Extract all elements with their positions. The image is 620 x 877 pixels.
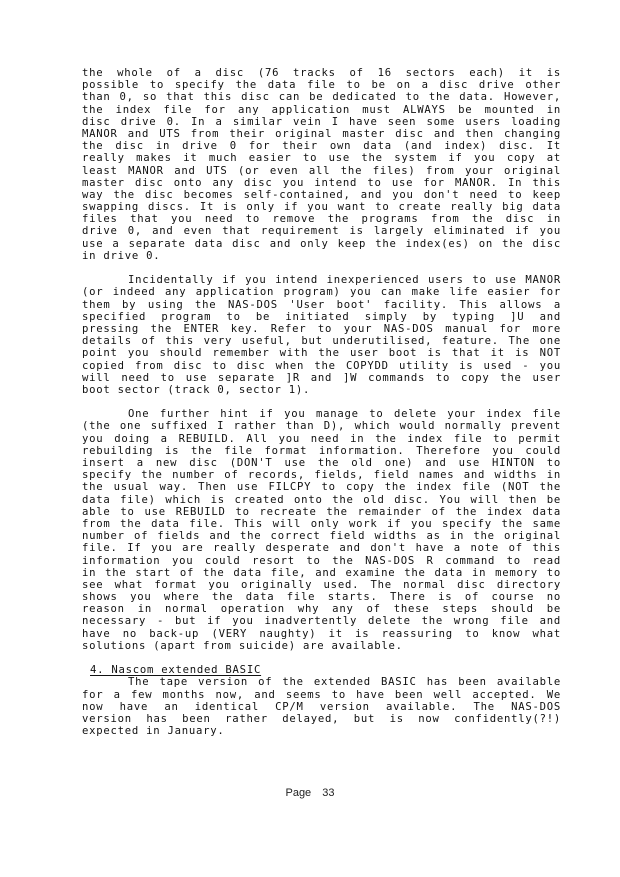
text-line: you doing a REBUILD. All you need in the index file to permit [82, 432, 561, 445]
text-line: really makes it much easier to use the system if you copy at [82, 152, 561, 165]
text-line: them by using the NAS-DOS 'User boot' facility. This allows a [82, 298, 561, 311]
text-line: for a few months now, and seems to have been well accepted. We [82, 688, 561, 701]
text-line: the disc in drive 0 for their own data (and index) disc. It [82, 140, 561, 153]
text-line: necessary - but if you inadvertently delete the wrong file and [82, 615, 561, 628]
paragraph-user-boot [82, 274, 561, 396]
text-line: the index file for any application must ALWAYS be mounted in [82, 103, 561, 116]
text-line: the usual way. Then use FILCPY to copy the index file (NOT the [82, 481, 561, 494]
text-line: boot sector (track 0, sector 1). [82, 383, 311, 396]
section-heading: 4. Nascom extended BASIC [90, 664, 262, 677]
text-line: specify the number of records, fields, field names and widths in [82, 469, 561, 482]
text-line: least MANOR and UTS (or even all the files) from your original [82, 164, 561, 177]
text-line: The tape version of the extended BASIC has been available [128, 676, 561, 689]
text-line: information you could resort to the NAS-DOS R command to read [82, 554, 561, 567]
text-line: reason in normal operation why any of these steps should be [82, 603, 561, 616]
paragraph-gap [82, 652, 561, 664]
text-line: MANOR and UTS from their original master disc and then changing [82, 127, 561, 140]
document-page [82, 67, 561, 737]
text-line: files that you need to remove the programs from the disc in [82, 213, 561, 226]
text-line: rebuilding is the file format information. Therefore you could [82, 444, 561, 457]
text-line: than 0, so that this disc can be dedicated to the data. However, [82, 91, 561, 104]
text-line: in drive 0. [82, 249, 161, 262]
text-line: drive 0, and even that requirement is largely eliminated if you [82, 225, 561, 238]
text-line: insert a new disc (DON'T use the old one) and use HINTON to [82, 457, 561, 469]
text-line: in the start of the data file, and examine the data in memory to [82, 566, 561, 579]
text-line: file. If you are really desperate and don't have a note of this [82, 542, 561, 555]
text-line: expected in January. [82, 725, 225, 738]
text-line: the whole of a disc (76 tracks of 16 sectors each) it is [82, 67, 561, 79]
text-line: now have an identical CP/M version available. The NAS-DOS [82, 700, 561, 713]
text-line: number of fields and the correct field widths as in the original [82, 530, 561, 543]
text-line: see what format you originally used. The normal disc directory [82, 578, 561, 591]
text-line: disc drive 0. In a similar vein I have seen some users loading [82, 115, 561, 128]
text-line: possible to specify the data file to be on a disc drive other [82, 79, 561, 92]
page-label: Page [285, 787, 312, 799]
page-footer [0, 787, 620, 799]
text-line: data file) which is created onto the old disc. You will then be [82, 493, 561, 506]
text-line: Incidentally if you intend inexperienced users to use MANOR [128, 274, 561, 287]
section-nascom-basic [82, 664, 561, 737]
text-line: (the one suffixed I rather than D), which would normally prevent [82, 420, 561, 433]
text-line: (or indeed any application program) you can make life easier for [82, 286, 561, 299]
page-number: 33 [322, 787, 335, 799]
text-line: details of this very useful, but underutilised, feature. The one [82, 335, 561, 348]
text-line: version has been rather delayed, but is now confidently(?!) [82, 712, 561, 725]
text-line: have no back-up (VERY naughty) it is reassuring to know what [82, 627, 561, 640]
text-line: point you should remember with the user boot is that it is NOT [82, 347, 561, 360]
text-line: able to use REBUILD to recreate the remainder of the index data [82, 505, 561, 518]
text-line: from the data file. This will only work if you specify the same [82, 517, 561, 530]
paragraph-rebuild-hint [82, 408, 561, 652]
text-line: master disc onto any disc you intend to use for MANOR. In this [82, 176, 561, 189]
text-line: copied from disc to disc when the COPYDD utility is used - you [82, 359, 561, 372]
text-line: will need to use separate ]R and ]W commands to copy the user [82, 371, 561, 384]
text-line: pressing the ENTER key. Refer to your NAS-DOS manual for more [82, 322, 561, 335]
text-line: use a separate data disc and only keep the index(es) on the disc [82, 237, 561, 250]
text-line: specified program to be initiated simply by typing ]U and [82, 310, 561, 323]
text-line: swapping discs. It is only if you want to create really big data [82, 201, 561, 214]
paragraph-disc-usage [82, 67, 561, 262]
text-line: One further hint if you manage to delete your index file [128, 408, 561, 421]
text-line: way the disc becomes self-contained, and you don't need to keep [82, 188, 561, 201]
text-line: shows you where the data file starts. There is of course no [82, 591, 561, 604]
paragraph-gap [82, 262, 561, 274]
text-line: solutions (apart from suicide) are available. [82, 639, 403, 652]
section-heading-line [82, 664, 561, 676]
paragraph-gap [82, 396, 561, 408]
